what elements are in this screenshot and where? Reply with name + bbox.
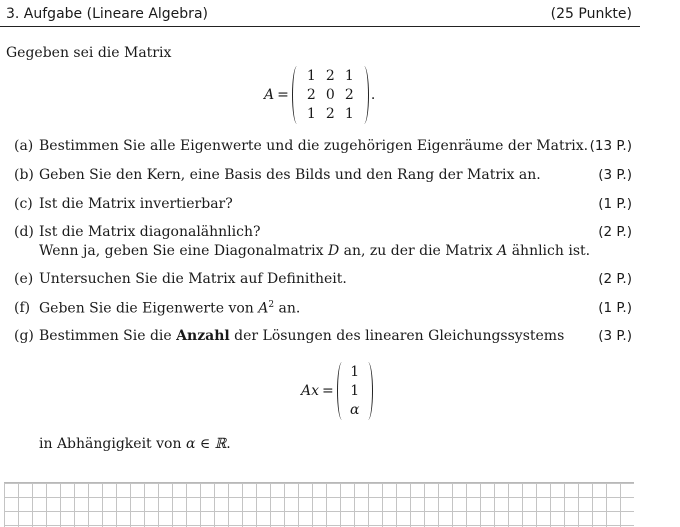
exponent: 2 [268,300,275,310]
matrix-equation [264,66,375,124]
bold-word: Anzahl [176,328,230,344]
task-text: Untersuchen Sie die Matrix auf Definitheit. [39,271,347,287]
right-paren [359,66,369,124]
task-text: Ist die Matrix diagonalähnlich? [39,224,261,240]
matrix-entry: 1 [344,105,354,122]
task-text: Bestimmen Sie alle Eigenwerte und die zugehörigen Eigenräume der Matrix. [39,138,589,154]
matrix-entries [302,67,359,124]
text-part: ähnlich ist. [507,243,591,259]
right-paren [363,362,373,420]
equals-sign: = [322,383,334,399]
task-label: (g) [14,328,34,344]
intro-text: Gegeben sei die Matrix [6,45,172,61]
vector-entry: 1 [350,363,360,380]
parameter-expression: α ∈ ℝ [185,436,227,452]
task-points: (25 Punkte) [550,6,632,22]
text-part: an. [274,300,301,317]
task-label: (f) [14,300,31,316]
matrix-entry: 2 [325,67,335,84]
task-points: (3 P.) [598,167,632,183]
task-label: (d) [14,224,34,240]
variable-d: D [327,243,340,259]
text-part: Wenn ja, geben Sie eine Diagonalmatrix [39,243,328,259]
matrix-entry: 1 [306,105,316,122]
matrix-symbol: A [264,87,275,103]
matrix-entry: 2 [325,105,335,122]
matrix-entry: 2 [306,86,316,103]
task-points: (2 P.) [598,271,632,287]
text-part: Geben Sie die Eigenwerte von [39,300,259,317]
task-text: Ist die Matrix invertierbar? [39,196,233,212]
task-label: (e) [14,271,34,287]
matrix-entry: 0 [325,86,335,103]
answer-grid [4,482,634,527]
task-title: 3. Aufgabe (Lineare Algebra) [6,6,208,22]
vector-entry: 1 [350,382,360,399]
text-part: an, zu der die Matrix [339,243,498,259]
text-part: der Lösungen des linearen Gleichungssystems [229,328,565,344]
variable-a: A [258,300,269,317]
task-label: (a) [14,138,34,154]
matrix-entry: 1 [344,67,354,84]
matrix-entry: 2 [344,86,354,103]
left-paren [337,362,347,420]
task-label: (c) [14,196,33,212]
variable-a: A [497,243,508,259]
task-points: (2 P.) [598,224,632,240]
task-header [0,0,640,27]
task-label: (b) [14,167,34,183]
text-part: . [226,436,231,452]
task-text [39,300,300,317]
matrix-period: . [370,87,376,103]
text-part: Bestimmen Sie die [39,328,177,344]
text-part: in Abhängigkeit von [39,436,186,452]
linear-system-equation [301,362,373,420]
vector-entry: α [350,401,360,418]
matrix-entry: 1 [306,67,316,84]
task-points: (3 P.) [598,328,632,344]
task-points: (13 P.) [589,138,632,154]
parameter-text [39,436,231,452]
vector-entries [347,363,363,420]
task-text-line2 [39,243,590,259]
equals-sign: = [277,87,289,103]
task-text: Geben Sie den Kern, eine Basis des Bilds und den Rang der Matrix an. [39,167,541,183]
task-points: (1 P.) [598,196,632,212]
system-lhs: Ax [301,383,320,399]
task-text [39,328,564,344]
left-paren [292,66,302,124]
task-points: (1 P.) [598,300,632,316]
